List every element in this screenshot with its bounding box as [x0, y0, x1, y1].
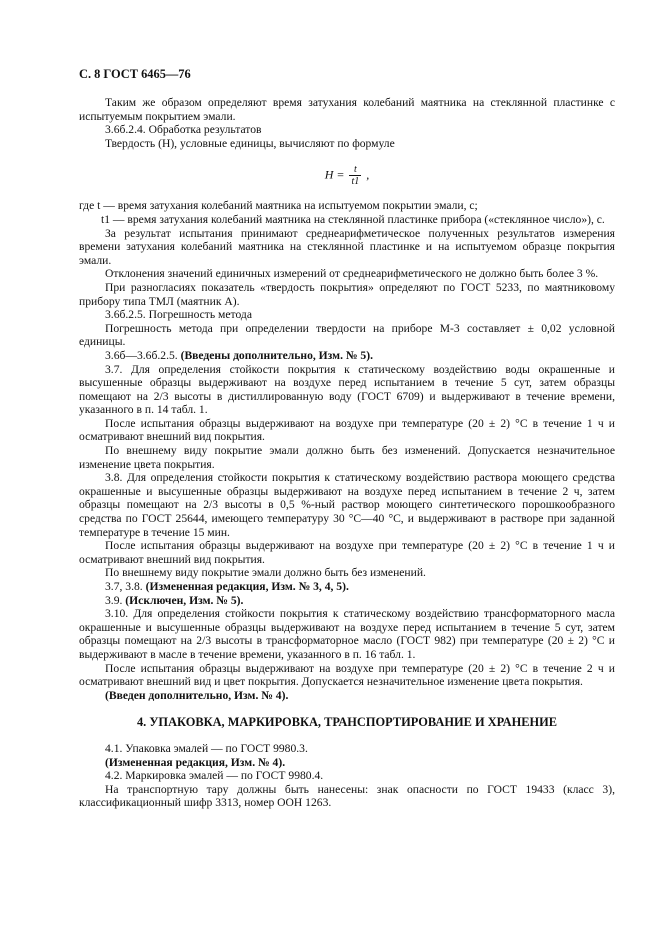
paragraph: Таким же образом определяют время затухания колебаний маятника на стеклянной пластинке с испытуемым покрытием эмали.	[79, 96, 615, 123]
paragraph: На транспортную тару должны быть нанесены: знак опасности по ГОСТ 19433 (класс 3), классификационный шифр 3313, номер ООН 1263.	[79, 782, 615, 810]
paragraph: При разногласиях показатель «твердость покрытия» определяют по ГОСТ 5233, по маятниковому прибору типа ТМЛ (маятник А).	[79, 280, 615, 308]
paragraph: По внешнему виду покрытие эмали должно быть без изменений. Допускается незначительное изменение цвета покрытия.	[79, 444, 615, 471]
paragraph: 3.8. Для определения стойкости покрытия к статическому воздействию раствора моющего средства окрашенные и высушенные образцы выдерживают на воздухе перед испытанием в течение 2 ч, затем образцы помещают на 2/3 высоты в 0,5 %-ный раствор моющего синтетического порошкообразного средства по ГОСТ 25644, имеющего температуру 30 °С—40 °С, и выдерживают в растворе при заданной температуре в течение 15 мин.	[79, 471, 615, 539]
amendment-note: (Введен дополнительно, Изм. № 4).	[105, 688, 289, 702]
paragraph: Погрешность метода при определении твердости на приборе М-3 составляет ± 0,02 условной единицы.	[79, 321, 615, 349]
paragraph: После испытания образцы выдерживают на воздухе при температуре (20 ± 2) °С в течение 2 ч и осматривают внешний вид и цвет покрытия. Допускается незначительное изменение цвета покрытия.	[79, 661, 615, 689]
formula-lhs: H =	[324, 167, 345, 182]
paragraph: 3.6б.2.5. Погрешность метода	[105, 308, 252, 322]
paragraph: За результат испытания принимают среднеарифметическое полученных результатов измерения времени затухания колебаний маятника на стеклянной пластинке и на испытуемом образце покрытия эмали.	[79, 226, 615, 267]
paragraph: После испытания образцы выдерживают на воздухе при температуре (20 ± 2) °С в течение 1 ч и осматривают внешний вид покрытия.	[79, 416, 615, 444]
formula-legend-t1: t1 — время затухания колебаний маятника на стеклянной пластинке прибора («стеклянное число»), с.	[101, 212, 605, 226]
note-ref: 3.6б—3.6б.2.5.	[105, 348, 181, 362]
formula-fraction	[349, 164, 361, 187]
page-header: С. 8 ГОСТ 6465—76	[79, 67, 191, 81]
note-text: (Исключен, Изм. № 5).	[125, 593, 244, 607]
paragraph: 3.10. Для определения стойкости покрытия к статическому воздействию трансформаторного масла окрашенные и высушенные образцы выдерживают на воздухе перед испытанием в течение 5 сут, затем образцы помещают на 2/3 высоты в трансформаторное масло (ГОСТ 982) при температуре (20 ± 2) °С и выдерживают в масле в течение времени, указанного в п. 16 табл. 1.	[79, 607, 615, 661]
formula-tail: ,	[366, 167, 370, 182]
paragraph: По внешнему виду покрытие эмали должно быть без изменений.	[105, 566, 426, 580]
section-heading: 4. УПАКОВКА, МАРКИРОВКА, ТРАНСПОРТИРОВАНИЕ И ХРАНЕНИЕ	[136, 715, 558, 730]
formula-numerator: t	[349, 164, 361, 176]
document-body	[79, 96, 615, 810]
paragraph: После испытания образцы выдерживают на воздухе при температуре (20 ± 2) °С в течение 1 ч и осматривают внешний вид покрытия.	[79, 539, 615, 566]
formula-denominator: t1	[351, 176, 360, 188]
paragraph: 3.7. Для определения стойкости покрытия к статическому воздействию воды окрашенные и высушенные образцы выдерживают на воздухе перед испытанием в течение 5 сут, затем образцы помещают на 2/3 высоты в дистиллированную воду (ГОСТ 6709) и выдерживают в течение времени, указанного в п. 14 табл. 1.	[79, 362, 615, 417]
note-text: (Введены дополнительно, Изм. № 5).	[180, 348, 373, 362]
paragraph: 4.2. Маркировка эмалей — по ГОСТ 9980.4.	[105, 769, 324, 783]
hardness-formula	[79, 164, 615, 187]
note-ref: 3.9.	[105, 593, 126, 607]
amendment-note: (Измененная редакция, Изм. № 4).	[105, 755, 286, 769]
paragraph: 3.6б.2.4. Обработка результатов	[105, 123, 262, 137]
paragraph: Твердость (H), условные единицы, вычисляют по формуле	[105, 136, 395, 150]
amendment-note	[79, 349, 615, 363]
note-ref: 3.7, 3.8.	[105, 580, 146, 593]
amendment-note	[79, 594, 615, 608]
paragraph: 4.1. Упаковка эмалей — по ГОСТ 9980.3.	[105, 741, 308, 755]
note-text: (Измененная редакция, Изм. № 3, 4, 5).	[145, 580, 349, 593]
formula-legend-t: где t — время затухания колебаний маятника на испытуемом покрытии эмали, с;	[79, 199, 478, 213]
amendment-note	[79, 580, 615, 594]
paragraph: Отклонения значений единичных измерений от среднеарифметического не должно быть более 3 %.	[105, 267, 599, 281]
